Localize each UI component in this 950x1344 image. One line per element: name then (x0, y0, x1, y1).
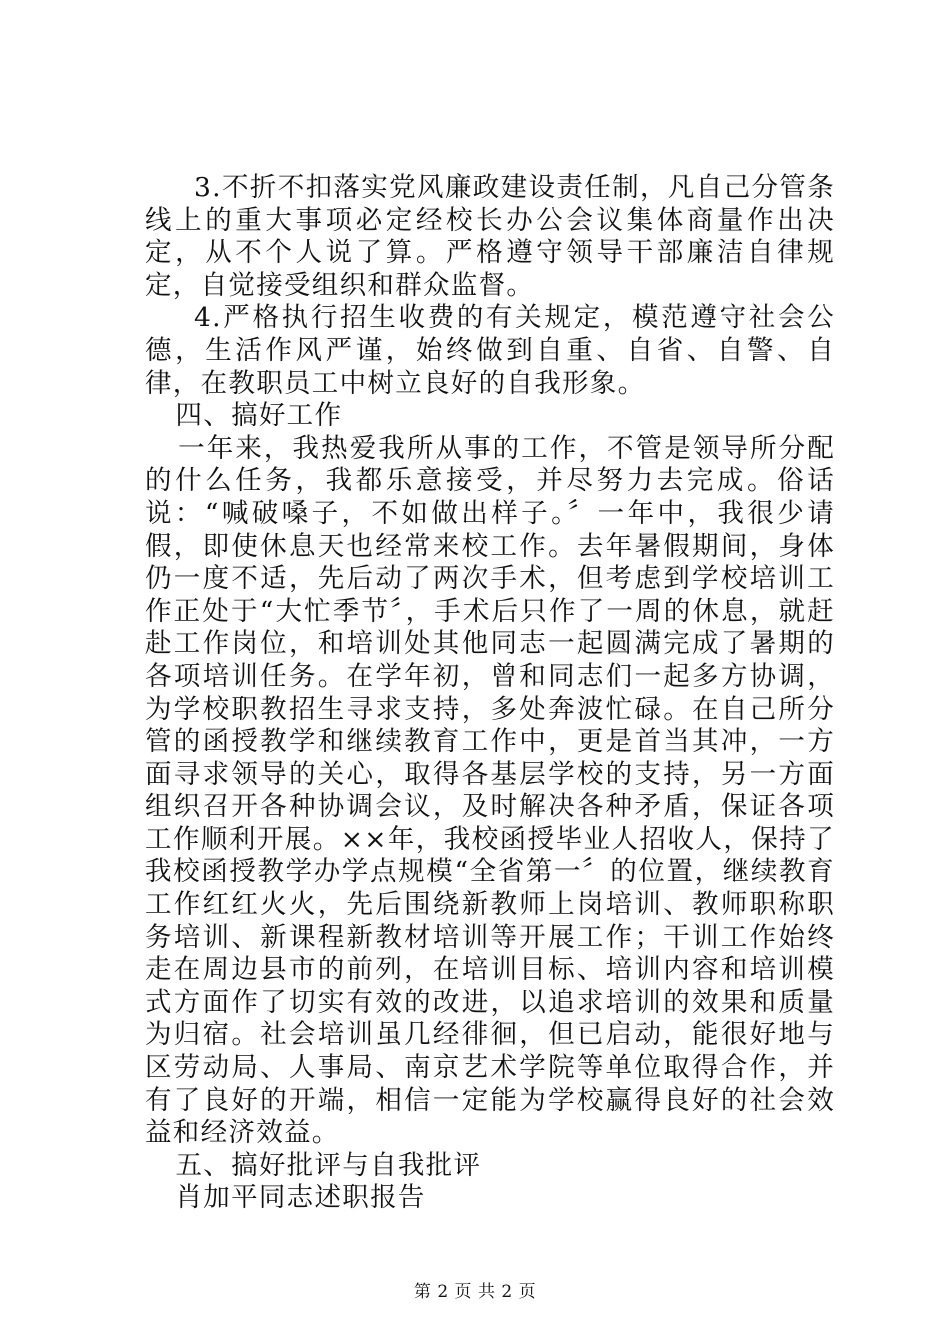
paragraph-work-body: 一年来，我热爱我所从事的工作，不管是领导所分配的什么任务，我都乐意接受，并尽努力去完成。俗话说：“喊破嗓子，不如做出样子。〞一年中，我很少请假，即使休息天也经常来校工作。去年暑假期间，身体仍一度不适，先后动了两次手术，但考虑到学校培训工作正处于“大忙季节〞，手术后只作了一周的休息，就赶赴工作岗位，和培训处其他同志一起圆满完成了暑期的各项培训任务。在学年初，曾和同志们一起多方协调，为学校职教招生寻求支持，多处奔波忙碌。在自己所分管的函授教学和继续教育工作中，更是首当其冲，一方面寻求领导的关心，取得各基层学校的支持，另一方面组织召开各种协调会议，及时解决各种矛盾，保证各项工作顺利开展。××年，我校函授毕业人招收人，保持了我校函授教学办学点规模“全省第一〞的位置，继续教育工作红红火火，先后围绕新教师上岗培训、教师职称职务培训、新课程新教材培训等开展工作；干训工作始终走在周边县市的前列，在培训目标、培训内容和培训模式方面作了切实有效的改进，以追求培训的效果和质量为归宿。社会培训虽几经徘徊，但已启动，能很好地与区劳动局、人事局、南京艺术学院等单位取得合作，并有了良好的开端，相信一定能为学校赢得良好的社会效益和经济效益。 (145, 432, 835, 1149)
paragraph-item-4: 4.严格执行招生收费的有关规定，模范遵守社会公德，生活作风严谨，始终做到自重、自省、自警、自律，在教职员工中树立良好的自我形象。 (145, 302, 835, 399)
page-number-footer: 第 2 页 共 2 页 (413, 1282, 537, 1302)
document-body (145, 172, 835, 1215)
section-heading-work: 四、搞好工作 (175, 400, 343, 432)
section-heading-criticism: 五、搞好批评与自我批评 (175, 1149, 482, 1181)
report-title-line: 肖加平同志述职报告 (175, 1182, 426, 1214)
paragraph-item-3: 3.不折不扣落实党风廉政建设责任制，凡自己分管条线上的重大事项必定经校长办公会议集体商量作出决定，从不个人说了算。严格遵守领导干部廉洁自律规定，自觉接受组织和群众监督。 (145, 172, 835, 301)
